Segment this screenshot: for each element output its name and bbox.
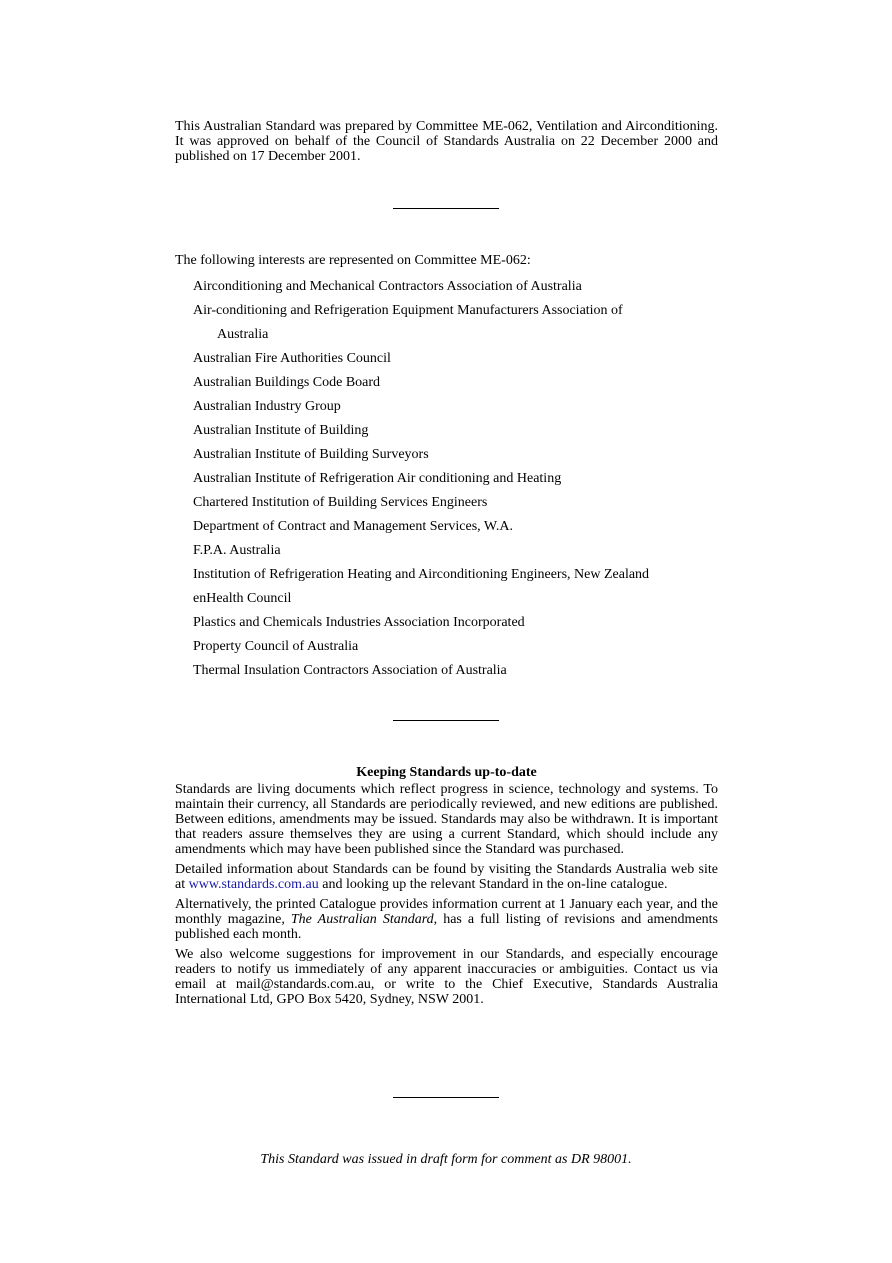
paragraph-suggestions: We also welcome suggestions for improvement in our Standards, and especially encourage readers to notify us immediately of any apparent inaccuracies or ambiguities. Contact us via email at mail@standards.com.au, or write to the Chief Executive, Standards Australia International Ltd, GPO Box 5420, Sydney, NSW 2001.	[175, 947, 718, 1007]
draft-note: This Standard was issued in draft form for comment as DR 98001.	[260, 1152, 632, 1167]
committee-member: Australian Industry Group	[193, 399, 341, 414]
committee-member: Australian Buildings Code Board	[193, 375, 381, 390]
section-divider-1	[393, 208, 499, 209]
committee-member-list	[175, 275, 718, 683]
committee-member: Australian Fire Authorities Council	[193, 351, 391, 366]
paragraph-catalogue: Alternatively, the printed Catalogue provides information current at 1 January each year, and the monthly magazine, The Australian Standard, has a full listing of revisions and amendments published each month.	[175, 897, 718, 942]
paragraph-living-documents: Standards are living documents which reflect progress in science, technology and systems. To maintain their currency, all Standards are periodically reviewed, and new editions are published. Between editions, amendments may be issued. Standards may also be withdrawn. It is important that readers assure themselves they are using a current Standard, which should include any amendments which may have been published since the Standard was purchased.	[175, 782, 718, 857]
committee-member: Department of Contract and Management Services, W.A.	[193, 519, 513, 534]
committee-member: Chartered Institution of Building Services Engineers	[193, 495, 488, 510]
committee-member: Airconditioning and Mechanical Contractors Association of Australia	[193, 279, 582, 294]
committee-member: Air-conditioning and Refrigeration Equipment Manufacturers Association of Australia	[175, 299, 718, 347]
section-heading: Keeping Standards up-to-date	[356, 765, 537, 780]
committee-member: Australian Institute of Building	[193, 423, 369, 438]
committee-member: F.P.A. Australia	[193, 543, 281, 558]
committee-section	[175, 253, 718, 683]
committee-member: Institution of Refrigeration Heating and Airconditioning Engineers, New Zealand	[193, 567, 650, 582]
preparation-statement: This Australian Standard was prepared by Committee ME-062, Ventilation and Airconditioning. It was approved on behalf of the Council of Standards Australia on 22 December 2000 and published on 17 December 2001.	[175, 119, 718, 164]
committee-member-continuation: Australia	[217, 327, 269, 342]
paragraph-web-site: Detailed information about Standards can be found by visiting the Standards Australia web site at www.standards.com.au and looking up the relevant Standard in the on-line catalogue.	[175, 862, 718, 892]
section-divider-2	[393, 720, 499, 721]
committee-member: enHealth Council	[193, 591, 292, 606]
committee-member: Plastics and Chemicals Industries Association Incorporated	[193, 615, 525, 630]
committee-member: Australian Institute of Building Surveyors	[193, 447, 429, 462]
committee-intro: The following interests are represented on Committee ME-062:	[175, 253, 531, 268]
magazine-title: The Australian Standard	[290, 912, 434, 927]
committee-member: Australian Institute of Refrigeration Air conditioning and Heating	[193, 471, 562, 486]
section-divider-3	[393, 1097, 499, 1098]
committee-member: Thermal Insulation Contractors Association of Australia	[193, 663, 507, 678]
keeping-standards-section	[175, 765, 718, 1012]
committee-member: Property Council of Australia	[193, 639, 359, 654]
standards-website-link[interactable]: www.standards.com.au	[188, 877, 319, 892]
